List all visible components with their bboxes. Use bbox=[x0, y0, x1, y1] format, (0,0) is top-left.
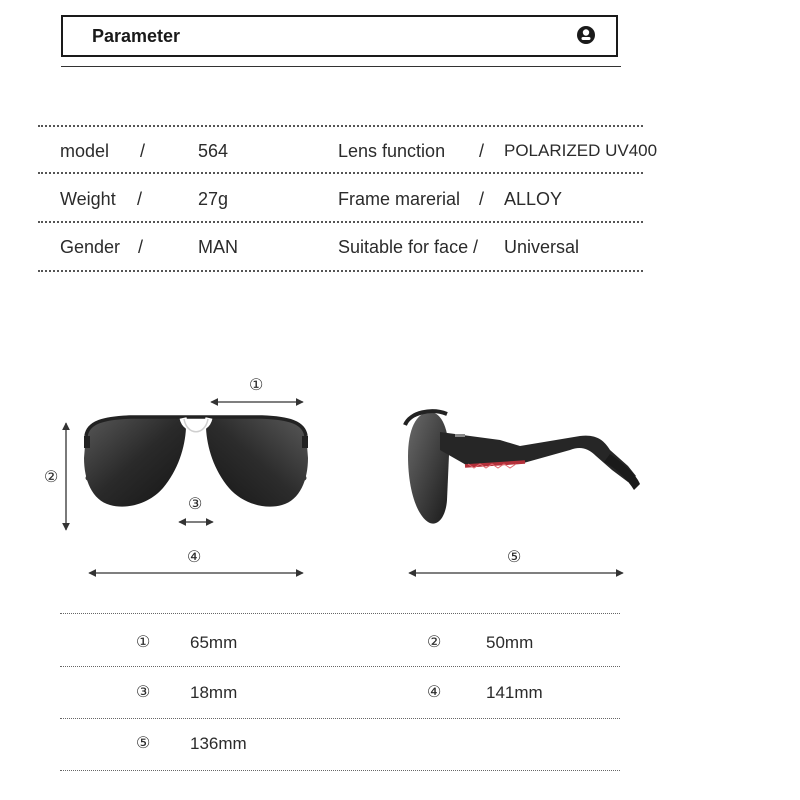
table-divider bbox=[38, 270, 643, 272]
person-badge-icon bbox=[576, 25, 596, 45]
dimension-number: ① bbox=[136, 634, 151, 651]
dimension-number: ⑤ bbox=[136, 735, 151, 752]
param-separator: / bbox=[473, 237, 479, 257]
dimension-marker-4: ④ bbox=[187, 549, 202, 566]
header-rule bbox=[61, 66, 621, 67]
param-label: Frame marerial bbox=[338, 189, 461, 209]
dimension-value: 136mm bbox=[190, 734, 247, 753]
dimension-marker-3: ③ bbox=[188, 496, 203, 513]
param-separator: / bbox=[138, 237, 144, 257]
sunglasses-diagram bbox=[0, 360, 800, 600]
param-label: Weight bbox=[60, 189, 116, 209]
table-divider bbox=[38, 172, 643, 174]
param-value: Universal bbox=[504, 237, 580, 257]
dimension-marker-2: ② bbox=[44, 469, 59, 486]
param-value: POLARIZED UV400 bbox=[504, 141, 658, 160]
param-label: Lens function bbox=[338, 141, 446, 161]
param-value: 564 bbox=[198, 141, 229, 161]
dimension-divider bbox=[60, 613, 620, 614]
param-separator: / bbox=[140, 141, 146, 161]
param-separator: / bbox=[479, 189, 485, 209]
param-separator: / bbox=[137, 189, 143, 209]
table-divider bbox=[38, 221, 643, 223]
dimension-divider bbox=[60, 666, 620, 667]
dimension-number: ④ bbox=[427, 684, 442, 701]
param-value: 27g bbox=[198, 189, 229, 209]
param-label: Suitable for face bbox=[338, 237, 469, 257]
dimension-value: 18mm bbox=[190, 683, 238, 702]
dimension-value: 141mm bbox=[486, 683, 543, 702]
dimension-number: ② bbox=[427, 634, 442, 651]
param-value: ALLOY bbox=[504, 189, 563, 209]
page-title: Parameter bbox=[92, 26, 181, 46]
table-divider bbox=[38, 125, 643, 127]
side-view-glasses bbox=[405, 411, 640, 523]
dimension-divider bbox=[60, 718, 620, 719]
dimension-marker-5: ⑤ bbox=[507, 549, 522, 566]
param-separator: / bbox=[479, 141, 485, 161]
param-value: MAN bbox=[198, 237, 238, 257]
dimension-value: 65mm bbox=[190, 633, 238, 652]
dimension-marker-1: ① bbox=[249, 377, 264, 394]
dimension-value: 50mm bbox=[486, 633, 534, 652]
param-label: Gender bbox=[60, 237, 121, 257]
dimension-number: ③ bbox=[136, 684, 151, 701]
front-view-glasses bbox=[84, 416, 308, 507]
dimension-divider bbox=[60, 770, 620, 771]
param-label: model bbox=[60, 141, 110, 161]
